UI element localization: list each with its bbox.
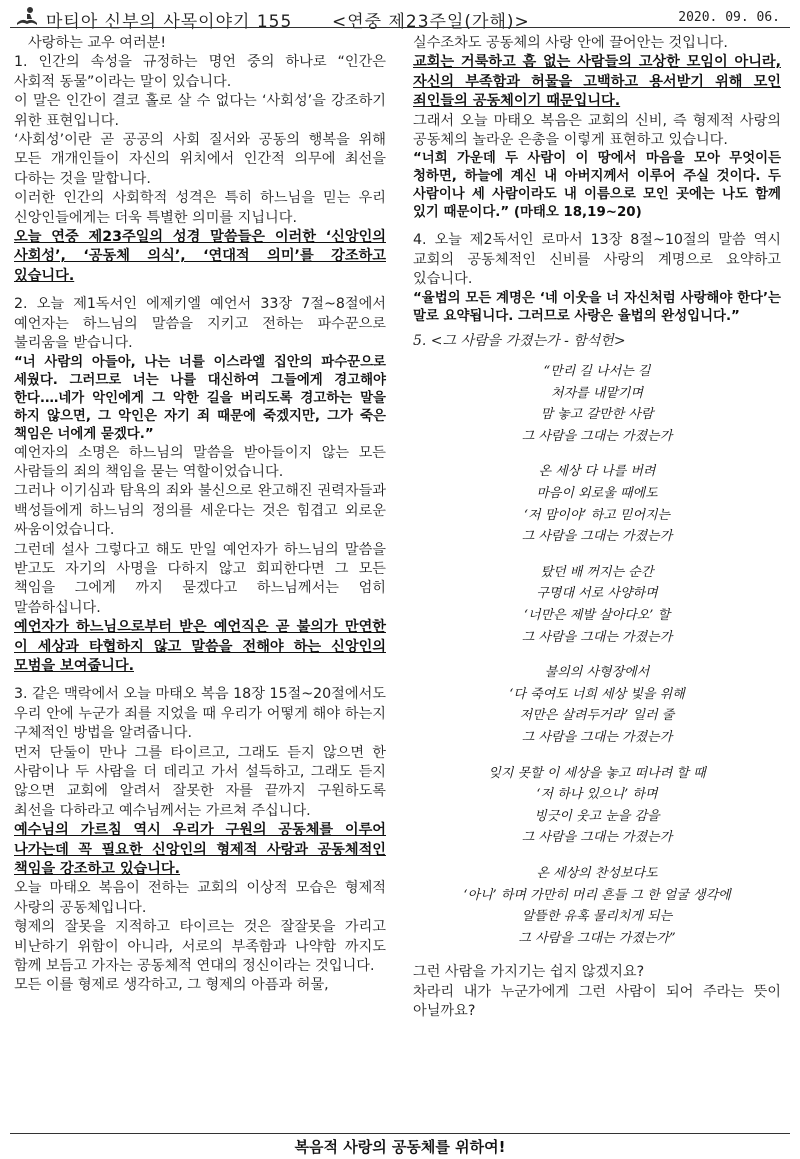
poem-line: 그 사람을 그대는 가졌는가 — [521, 428, 673, 444]
highlighted-paragraph: 교회는 거룩하고 흠 없는 사람들의 고상한 모임이 아니라, 자신의 부족함과 허물을 고백하고 용서받기 위해 모인 죄인들의 공동체이기 때문입니다. — [413, 54, 781, 110]
footer-motto: 복음적 사랑의 공동체를 위하여! — [294, 1138, 506, 1156]
footer-divider — [10, 1133, 790, 1134]
paragraph: 형제의 잘못을 지적하고 타이르는 것은 잘잘못을 가리고 비난하기 위함이 아니라, 서로의 부족함과 나약함 까지도 함께 보듬고 가자는 공동체적 연대의 정신이라는 것입니다. — [14, 919, 386, 975]
poem-line: 그 사람을 그대는 가졌는가” — [518, 930, 676, 946]
paragraph: 오늘 마태오 복음이 전하는 교회의 이상적 모습은 형제적 사랑의 공동체입니다. — [14, 880, 386, 916]
paragraph: 1. 인간의 속성을 규정하는 명언 중의 하나로 “인간은 사회적 동물”이라는 말이 있습니다. — [14, 54, 386, 90]
poem-stanza — [413, 662, 781, 748]
poem-stanza — [413, 361, 781, 447]
highlighted-paragraph: 예수님의 가르침 역시 우리가 구원의 공동체를 이루어 나가는데 꼭 필요한 신앙인의 형제적 사랑과 공동체적인 책임을 강조하고 있습니다. — [14, 822, 386, 878]
poem-line: 탔던 배 꺼지는 순간 — [540, 564, 654, 580]
poem-line: 잊지 못할 이 세상을 놓고 떠나려 할 때 — [488, 765, 706, 781]
poem-stanza — [413, 461, 781, 547]
poem-line: ‘저 맘이야’ 하고 믿어지는 — [523, 507, 671, 523]
poem-line: ‘다 죽여도 너희 세상 빛을 위해 — [509, 686, 685, 702]
poem-line: 처자를 내맡기며 — [550, 385, 644, 401]
poem-line: 저만은 살려두거라’ 일러 줄 — [519, 708, 675, 724]
header-divider — [10, 27, 790, 28]
poem-line: ‘저 하나 있으니’ 하며 — [536, 787, 658, 803]
poem-line: 알뜰한 유혹 물리치게 되는 — [521, 909, 673, 925]
paragraph: 먼저 단둘이 만나 그를 타이르고, 그래도 듣지 않으면 한 사람이나 두 사람을 더 데리고 가서 설득하고, 그래도 듣지 않으면 교회에 알려서 잘못한 자를 끝까지 구원하도록 최선을 다하라고 예수님께서는 가르쳐 주십니다. — [14, 744, 386, 819]
paragraph: 4. 오늘 제2독서인 로마서 13장 8절~10절의 말씀 역시 교회의 공동체적인 신비를 사랑의 계명으로 요약하고 있습니다. — [413, 232, 781, 288]
scripture-quote: “너 사람의 아들아, 나는 너를 이스라엘 집안의 파수꾼으로 세웠다. 그러므로 너는 나를 대신하여 그들에게 경고해야 한다.…네가 악인에게 그 악한 길을 버리도록 경고하는 말을 하지 않으면, 그 악인은 자기 죄 때문에 죽겠지만, 그가 죽은 책임은 너에게 묻겠다.” — [14, 354, 386, 442]
paragraph: 예언자의 소명은 하느님의 말씀을 받아들이지 않는 모든 사람들의 죄의 책임을 묻는 역할이었습니다. — [14, 444, 386, 480]
poem — [413, 361, 781, 949]
paragraph: ‘사회성’이란 곧 공공의 사회 질서와 공동의 행복을 위해 모든 개개인들이 자신의 위치에서 인간적 의무에 최선을 다하는 것을 말합니다. — [14, 132, 386, 187]
poem-line: 온 세상 다 나를 버려 — [538, 464, 656, 480]
newsletter-title: 마티아 신부의 사목이야기 155 — [46, 12, 293, 32]
poem-stanza — [413, 562, 781, 648]
poem-stanza — [413, 863, 781, 949]
poem-line: “만리 길 나서는 길 — [543, 364, 651, 380]
paragraph: 이러한 인간의 사회학적 성격은 특히 하느님을 믿는 우리 신앙인들에게는 더욱 특별한 의미를 지닙니다. — [14, 190, 386, 226]
poem-stanza — [413, 763, 781, 849]
poem-line: 그 사람을 그대는 가졌는가 — [521, 529, 673, 545]
poem-line: 불의의 사형장에서 — [544, 665, 650, 681]
scripture-quote: “너희 가운데 두 사람이 이 땅에서 마음을 모아 무엇이든 청하면, 하늘에 계신 내 아버지께서 이루어 주실 것이다. 두 사람이나 세 사람이라도 내 이름으로 모인 곳에는 나도 함께 있기 때문이다.” (마태오 18,19~20) — [413, 151, 781, 221]
poem-line: 마음이 외로울 때에도 — [536, 486, 658, 502]
paragraph: 2. 오늘 제1독서인 에제키엘 예언서 33장 7절~8절에서 예언자는 하느님의 말씀을 지키고 전하는 파수꾼으로 불리움을 받습니다. — [14, 296, 386, 352]
paragraph: 3. 같은 맥락에서 오늘 마태오 복음 18장 15절~20절에서도 우리 안에 누군가 죄를 지었을 때 우리가 어떻게 해야 하는지 구체적인 방법을 알려줍니다. — [14, 686, 386, 742]
highlighted-paragraph: 예언자가 하느님으로부터 받은 예언직은 곧 불의가 만연한 이 세상과 타협하지 않고 말씀을 전해야 하는 신앙인의 모범을 보여줍니다. — [14, 619, 386, 674]
issue-date: 2020. 09. 06. — [678, 10, 780, 25]
poem-line: 그 사람을 그대는 가졌는가 — [521, 629, 673, 645]
poem-line: 그 사람을 그대는 가졌는가 — [521, 729, 673, 745]
poem-line: 그 사람을 그대는 가졌는가 — [521, 830, 673, 846]
poem-heading: 5. <그 사람을 가졌는가 - 함석헌> — [413, 332, 626, 349]
greeting: 사랑하는 교우 여러분! — [28, 35, 167, 51]
poem-line: 구명대 서로 사양하며 — [536, 586, 658, 602]
closing-question: 그런 사람을 가지기는 쉽지 않겠지요? — [413, 964, 645, 981]
paragraph: 모든 이를 형제로 생각하고, 그 형제의 아픔과 허물, — [14, 977, 329, 994]
book-reading-icon — [14, 6, 40, 26]
poem-line: 맘 놓고 갈만한 사람 — [540, 407, 654, 423]
liturgical-subtitle: <연중 제23주일(가해)> — [332, 12, 530, 32]
paragraph: 그래서 오늘 마태오 복음은 교회의 신비, 즉 형제적 사랑의 공동체의 놀라운 은총을 이렇게 표현하고 있습니다. — [413, 112, 781, 149]
paragraph: 그런데 설사 그렇다고 해도 만일 예언자가 하느님의 말씀을 받고도 자기의 사명을 다하지 않고 회피한다면 그 모든 책임을 그에게 까지 묻겠다고 하느님께서는 엄히 말씀하십니다. — [14, 541, 386, 616]
paragraph: 실수조차도 공동체의 사랑 안에 끌어안는 것입니다. — [413, 35, 728, 51]
poem-line: 빙긋이 웃고 눈을 감을 — [534, 808, 660, 824]
scripture-quote: “율법의 모든 계명은 ‘네 이웃을 너 자신처럼 사랑해야 한다’는 말로 요약됩니다. 그러므로 사랑은 율법의 완성입니다.” — [413, 290, 781, 324]
poem-line: 온 세상의 찬성보다도 — [536, 865, 658, 881]
paragraph: 이 말은 인간이 결코 홀로 살 수 없다는 ‘사회성’을 강조하기 위한 표현입니다. — [14, 93, 386, 129]
right-column — [413, 34, 781, 1022]
highlighted-paragraph: 오늘 연중 제23주일의 성경 말씀들은 이러한 ‘신앙인의 사회성’, ‘공동체 의식’, ‘연대적 의미’를 강조하고 있습니다. — [14, 229, 386, 284]
closing-paragraph: 차라리 내가 누군가에게 그런 사람이 되어 주라는 뜻이 아닐까요? — [413, 983, 781, 1020]
left-column — [14, 34, 386, 996]
paragraph: 그러나 이기심과 탐욕의 죄와 불신으로 완고해진 권력자들과 백성들에게 하느님의 정의를 세운다는 것은 힘겹고 외로운 싸움이었습니다. — [14, 483, 386, 539]
poem-line: ‘아니’ 하며 가만히 머리 흔들 그 한 얼굴 생각에 — [463, 887, 731, 903]
poem-line: ‘너만은 제발 살아다오’ 할 — [523, 608, 671, 623]
